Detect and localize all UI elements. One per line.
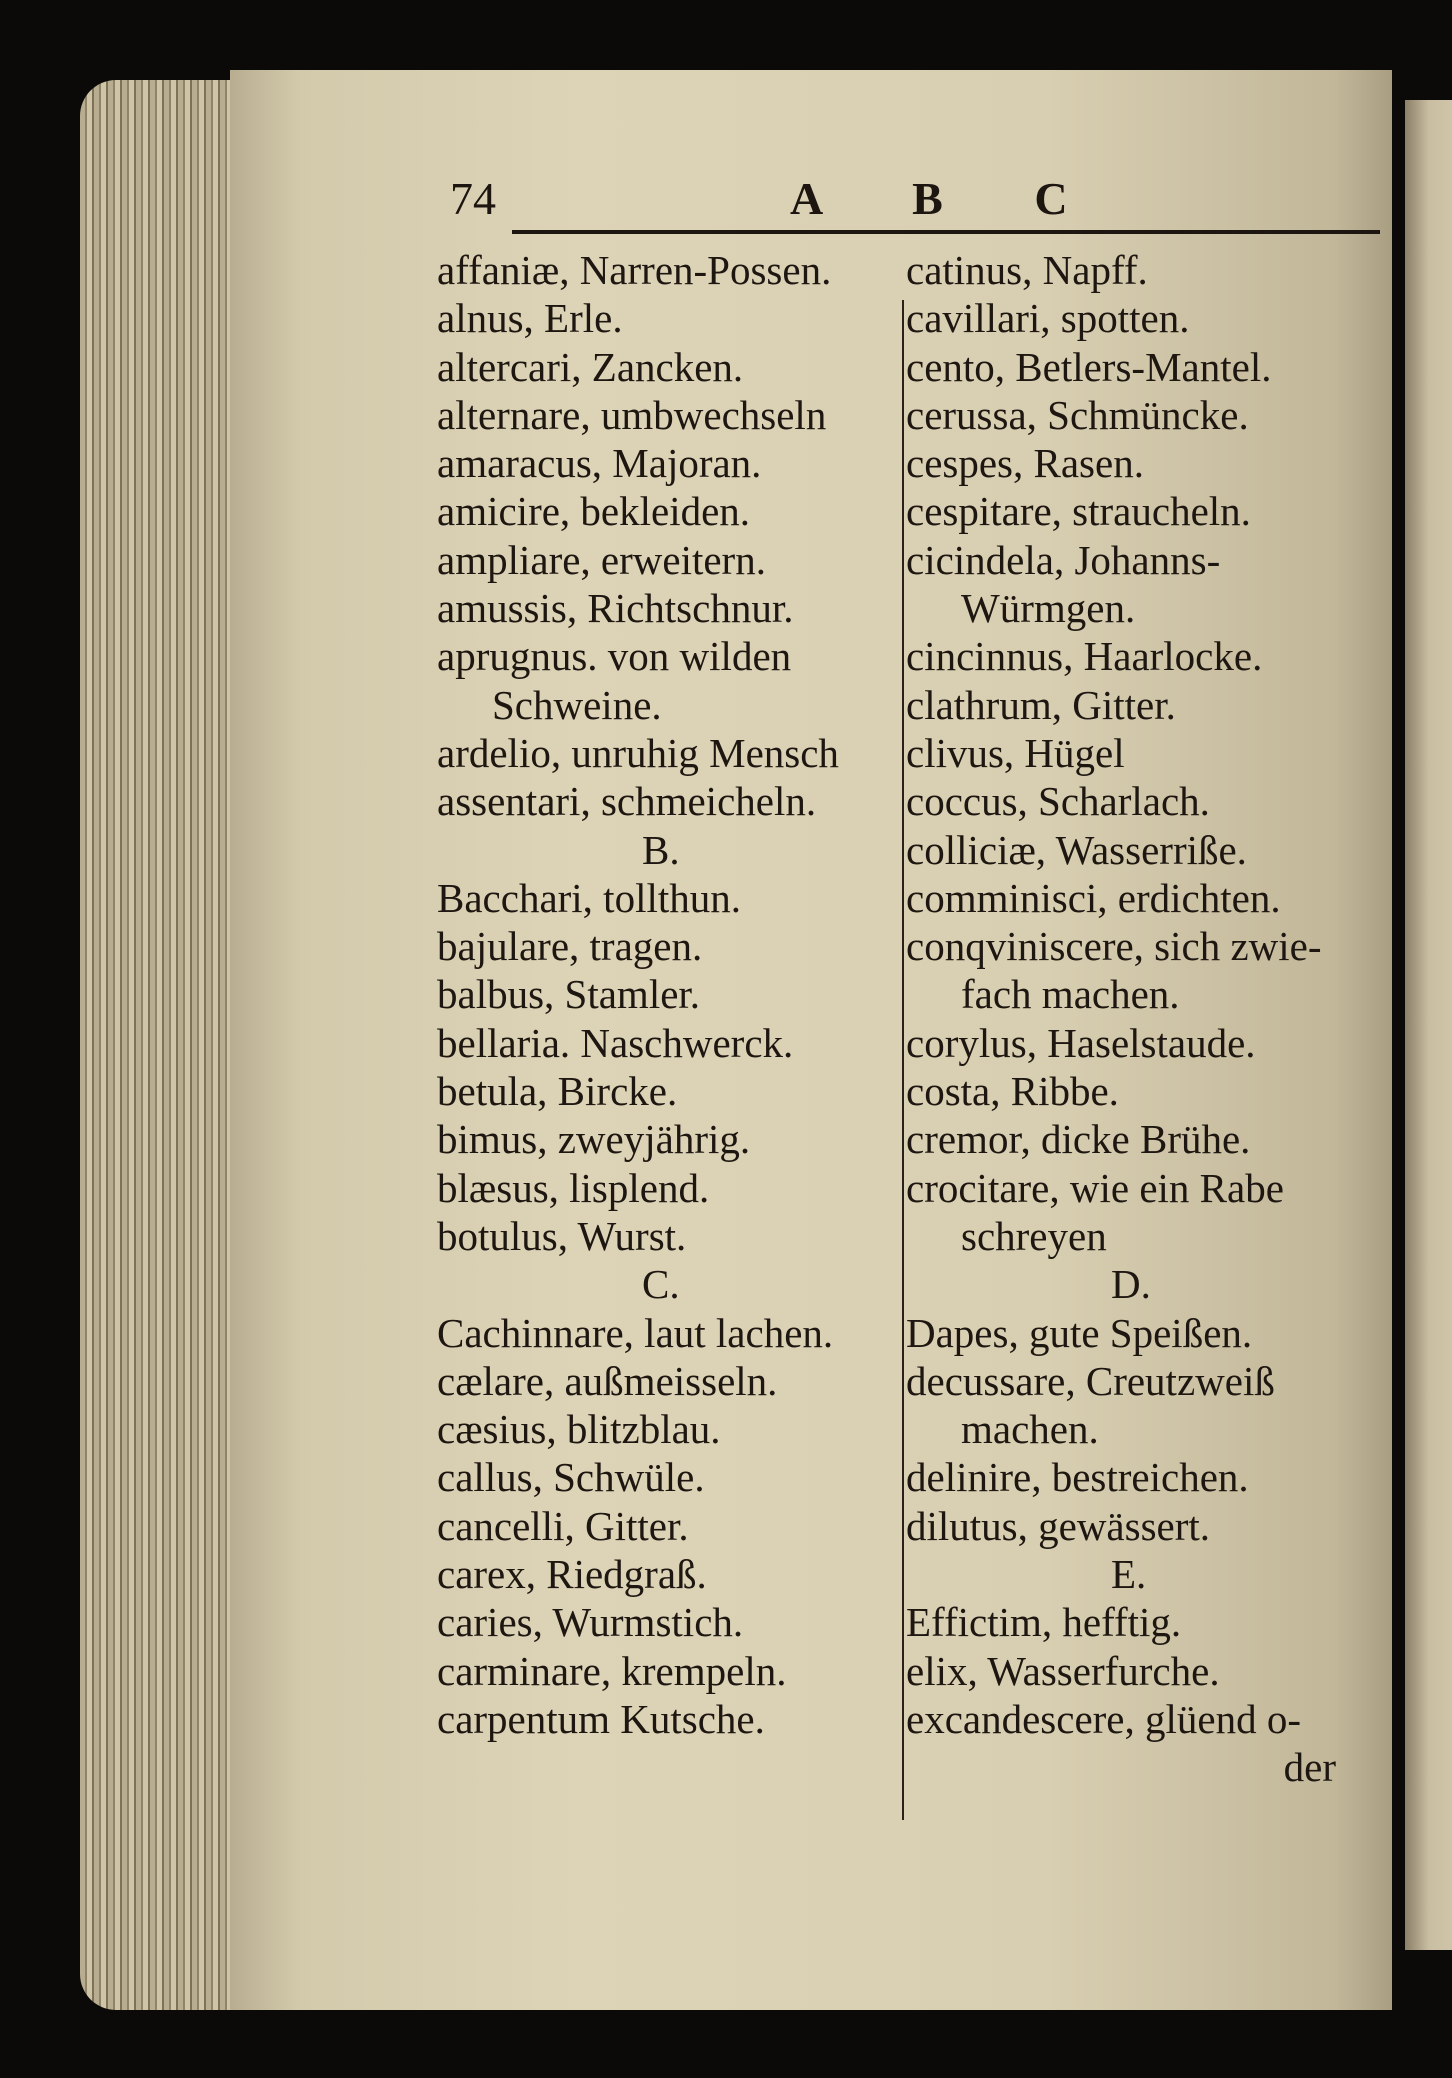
glossary-line: ardelio, unruhig Mensch [437, 729, 839, 776]
glossary-line: coccus, Scharlach. [906, 778, 1210, 825]
glossary-line: amussis, Richtschnur. [437, 585, 794, 632]
glossary-line: callus, Schwüle. [437, 1454, 705, 1501]
glossary-line: comminisci, erdichten. [906, 874, 1281, 921]
glossary-line: assentari, schmeicheln. [437, 778, 817, 825]
glossary-line: alnus, Erle. [437, 295, 623, 342]
glossary-line: blæsus, lisplend. [437, 1164, 710, 1211]
glossary-line: cento, Betlers-Mantel. [906, 343, 1272, 390]
glossary-line: affaniæ, Narren-Possen. [437, 247, 832, 293]
glossary-line: Effictim, hefftig. [906, 1599, 1182, 1646]
glossary-line: clathrum, Gitter. [906, 681, 1176, 728]
page-header [450, 172, 1380, 242]
glossary-line: corylus, Haselstaude. [906, 1019, 1256, 1066]
section-letter: E. [1111, 1551, 1147, 1598]
glossary-line: aprugnus. von wilden [437, 633, 792, 680]
glossary-line: costa, Ribbe. [906, 1068, 1119, 1115]
glossary-line: schreyen [961, 1212, 1107, 1259]
glossary-line: cavillari, spotten. [906, 295, 1190, 342]
glossary-line: carpentum Kutsche. [437, 1695, 765, 1742]
glossary-line: Cachinnare, laut lachen. [437, 1309, 834, 1356]
glossary-line: amicire, bekleiden. [437, 488, 751, 535]
glossary-line: carminare, krempeln. [437, 1647, 787, 1694]
glossary-line: colliciæ, Wasserriße. [906, 826, 1247, 873]
glossary-line: cincinnus, Haarlocke. [906, 633, 1263, 680]
glossary-line: decussare, Creutzweiß [906, 1357, 1275, 1404]
section-letter: B. [642, 826, 680, 873]
glossary-line: cespitare, straucheln. [906, 488, 1251, 535]
header-rule [512, 230, 1380, 234]
glossary-line: cerussa, Schmüncke. [906, 391, 1249, 438]
glossary-line: der [1283, 1744, 1336, 1791]
glossary-line: crocitare, wie ein Rabe [906, 1164, 1284, 1211]
glossary-line: bellaria. Naschwerck. [437, 1019, 794, 1066]
glossary-line: catinus, Napff. [906, 247, 1148, 293]
glossary-line: botulus, Wurst. [437, 1212, 687, 1259]
glossary-line: excandescere, glüend o- [906, 1695, 1301, 1742]
glossary-line: Bacchari, tollthun. [437, 874, 741, 921]
glossary-line: Dapes, gute Speißen. [906, 1309, 1253, 1356]
right-column [906, 246, 1336, 1792]
glossary-line: bajulare, tragen. [437, 923, 703, 970]
glossary-line: delinire, bestreichen. [906, 1454, 1249, 1501]
glossary-line: caries, Wurmstich. [437, 1599, 744, 1646]
facing-page-edge [1405, 100, 1452, 1950]
glossary-line: cancelli, Gitter. [437, 1502, 689, 1549]
glossary-line: cicindela, Johanns- [906, 536, 1221, 583]
column-divider [902, 300, 904, 1820]
glossary-line: cespes, Rasen. [906, 440, 1144, 487]
section-letter: D. [1111, 1261, 1151, 1308]
glossary-line: cremor, dicke Brühe. [906, 1116, 1251, 1163]
glossary-line: balbus, Stamler. [437, 971, 701, 1018]
section-letter: C. [642, 1261, 680, 1308]
glossary-line: carex, Riedgraß. [437, 1551, 707, 1598]
glossary-line: cæsius, blitzblau. [437, 1406, 721, 1453]
glossary-line: fach machen. [961, 971, 1180, 1018]
glossary-line: ampliare, erweitern. [437, 536, 766, 583]
glossary-line: amaracus, Majoran. [437, 440, 762, 487]
glossary-line: Würmgen. [961, 585, 1136, 632]
left-column [437, 246, 905, 1743]
glossary-line: bimus, zweyjährig. [437, 1116, 751, 1163]
glossary-line: Schweine. [492, 681, 662, 728]
glossary-line: cælare, außmeisseln. [437, 1357, 778, 1404]
glossary-line: betula, Bircke. [437, 1068, 678, 1115]
page-number: 74 [450, 173, 496, 224]
glossary-line: altercari, Zancken. [437, 343, 744, 390]
running-head: A B C [790, 173, 1108, 224]
glossary-line: elix, Wasserfurche. [906, 1647, 1220, 1694]
glossary-line: alternare, umbwechseln [437, 391, 827, 438]
glossary-line: clivus, Hügel [906, 729, 1125, 776]
glossary-line: dilutus, gewässert. [906, 1502, 1211, 1549]
glossary-line: machen. [961, 1406, 1099, 1453]
glossary-line: conqviniscere, sich zwie- [906, 923, 1322, 970]
